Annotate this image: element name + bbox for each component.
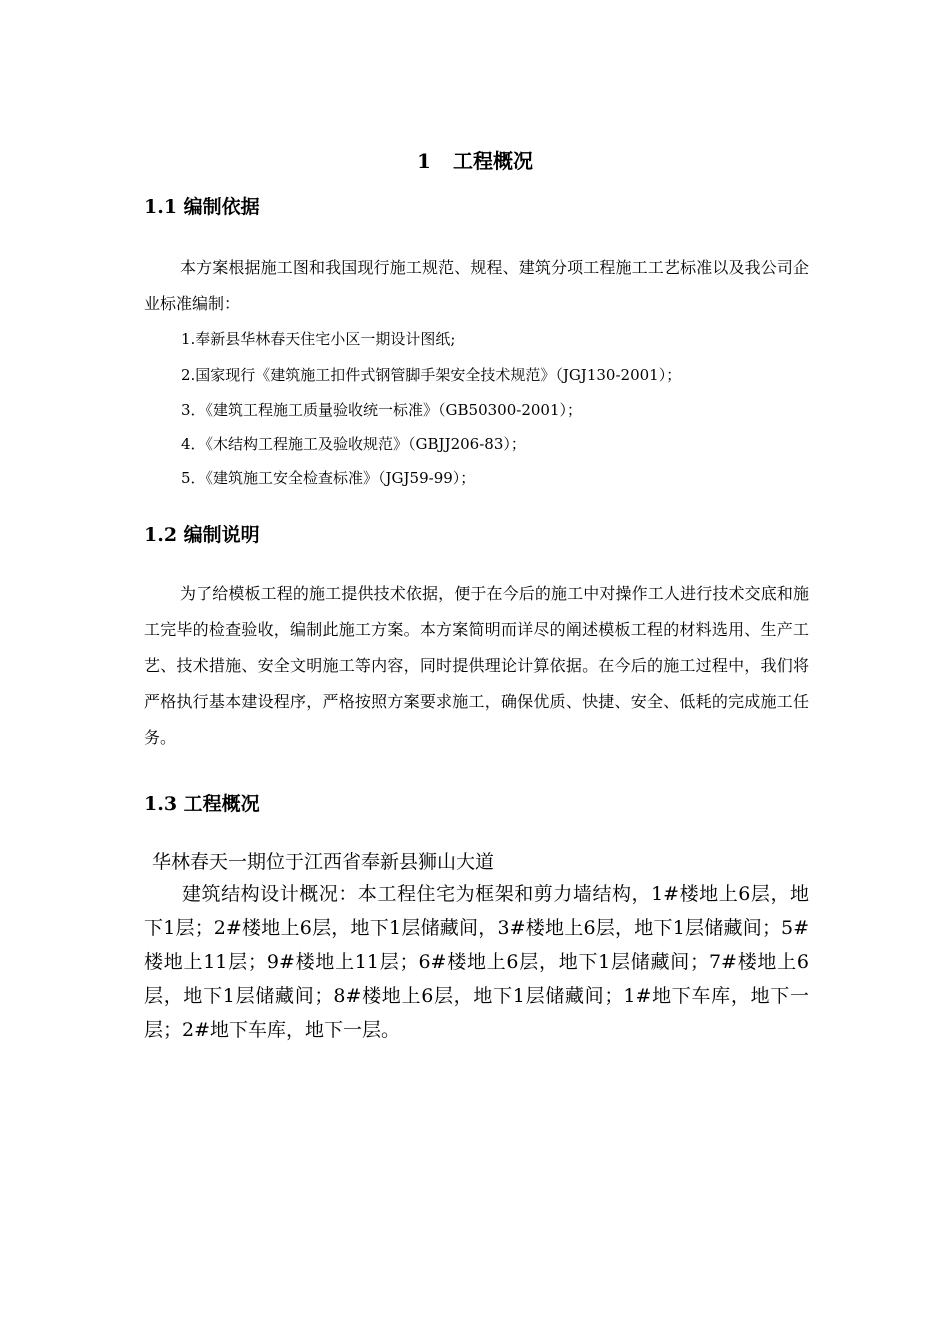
section-heading-1-3: 1.3 工程概况	[144, 793, 260, 815]
basis-item-5: 5．《建筑施工安全检查标准》（JGJ59-99）；	[181, 469, 476, 487]
chapter-number: 1	[417, 149, 431, 173]
basis-item-4: 4．《木结构工程施工及验收规范》（GBJJ206-83）；	[181, 435, 526, 453]
project-location: 华林春天一期位于江西省奉新县狮山大道	[152, 851, 495, 873]
basis-item-1: 1.奉新县华林春天住宅小区一期设计图纸;	[181, 330, 456, 348]
section-heading-1-1: 1.1 编制依据	[144, 196, 260, 218]
section-heading-1-2: 1.2 编制说明	[144, 524, 260, 546]
chapter-title-text: 工程概况	[452, 149, 533, 173]
chapter-title	[0, 145, 950, 174]
basis-intro-paragraph: 本方案根据施工图和我国现行施工规范、规程、建筑分项工程施工工艺标准以及我公司企业标准编制：	[144, 258, 809, 313]
basis-item-3: 3．《建筑工程施工质量验收统一标准》（GB50300-2001）；	[181, 401, 583, 419]
basis-item-2: 2.国家现行《建筑施工扣件式钢管脚手架安全技术规范》（JGJ130-2001）；	[181, 366, 682, 384]
explanation-paragraph: 为了给模板工程的施工提供技术依据，便于在今后的施工中对操作工人进行技术交底和施工完毕的检查验收，编制此施工方案。本方案简明而详尽的阐述模板工程的材料选用、生产工艺、技术措施、安全文明施工等内容，同时提供理论计算依据。在今后的施工过程中，我们将严格执行基本建设程序，严格按照方案要求施工，确保优质、快捷、安全、低耗的完成施工任务。	[144, 584, 809, 747]
structure-overview-paragraph: 建筑结构设计概况：本工程住宅为框架和剪力墙结构，1#楼地上6层，地下1层；2#楼地上6层，地下1层储藏间，3#楼地上6层，地下1层储藏间；5#楼地上11层；9#楼地上11层；6#楼地上6层，地下1层储藏间；7#楼地上6层，地下1层储藏间；8#楼地上6层，地下1层储藏间；1#地下车库，地下一层；2#地下车库，地下一层。	[144, 883, 809, 1041]
